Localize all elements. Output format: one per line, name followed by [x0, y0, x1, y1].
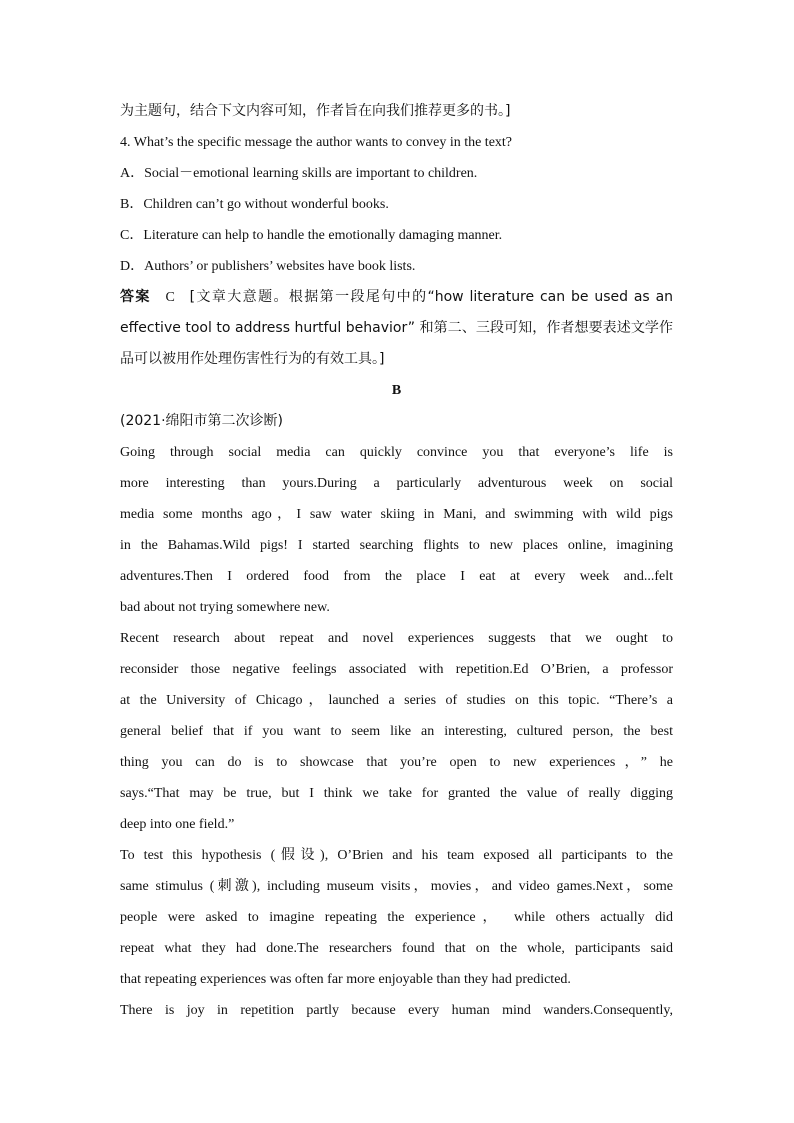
- passage-line: adventures.Then I ordered food from the place I eat at every week and...felt: [120, 569, 673, 584]
- document-page: [120, 96, 673, 1026]
- passage-line: bad about not trying somewhere new.: [120, 600, 330, 615]
- q3-explanation-tail: 为主题句，结合下文内容可知，作者旨在向我们推荐更多的书。]: [120, 103, 511, 119]
- answer-label: 答案: [120, 289, 151, 305]
- passage-line: says.“That may be true, but I think we take for granted the value of really digging: [120, 786, 673, 801]
- passage-line: at the University of Chicago，launched a series of studies on this topic. “There’s a: [120, 693, 673, 708]
- answer-explanation-1: [文章大意题。根据第一段尾句中的“how literature can be used as an: [189, 289, 673, 305]
- passage-line: that repeating experiences was often far more enjoyable than they had predicted.: [120, 972, 571, 987]
- passage-line: repeat what they had done.The researchers found that on the whole, participants said: [120, 941, 673, 956]
- passage-line: media some months ago，I saw water skiing in Mani, and swimming with wild pigs: [120, 507, 673, 522]
- option-b: B．Children can’t go without wonderful books.: [120, 197, 389, 212]
- passage-line: deep into one field.”: [120, 817, 235, 832]
- passage-line: in the Bahamas.Wild pigs! I started searching flights to new places online, imagining: [120, 538, 673, 553]
- answer-explanation-3: 品可以被用作处理伤害性行为的有效工具。]: [120, 351, 385, 367]
- passage-line: There is joy in repetition partly because every human mind wanders.Consequently,: [120, 1003, 673, 1018]
- option-c: C．Literature can help to handle the emotionally damaging manner.: [120, 228, 503, 243]
- passage-line: general belief that if you want to seem like an interesting, cultured person, the best: [120, 724, 673, 739]
- passage-line: Recent research about repeat and novel experiences suggests that we ought to: [120, 631, 673, 646]
- passage-line: reconsider those negative feelings associated with repetition.Ed O’Brien, a professor: [120, 662, 673, 677]
- passage-line: people were asked to imagine repeating the experience， while others actually did: [120, 910, 673, 925]
- option-a: A．Social－emotional learning skills are important to children.: [120, 166, 478, 181]
- answer-line: [120, 282, 673, 313]
- passage-heading: B: [391, 383, 402, 398]
- passage-line: same stimulus (刺激), including museum visits，movies，and video games.Next，some: [120, 879, 673, 894]
- option-d: D．Authors’ or publishers’ websites have book lists.: [120, 259, 416, 274]
- passage-line: To test this hypothesis (假设), O’Brien and his team exposed all participants to the: [120, 848, 673, 863]
- passage-line: more interesting than yours.During a particularly adventurous week on social: [120, 476, 673, 491]
- question-4: 4. What’s the specific message the author wants to convey in the text?: [120, 135, 513, 150]
- passage-line: Going through social media can quickly convince you that everyone’s life is: [120, 445, 673, 460]
- passage-source: (2021·绵阳市第二次诊断): [120, 413, 284, 429]
- passage-line: thing you can do is to showcase that you’re open to new experiences，” he: [120, 755, 673, 770]
- answer-explanation-2: effective tool to address hurtful behavior” 和第二、三段可知，作者想要表述文学作: [120, 320, 673, 336]
- answer-letter: C: [165, 290, 175, 305]
